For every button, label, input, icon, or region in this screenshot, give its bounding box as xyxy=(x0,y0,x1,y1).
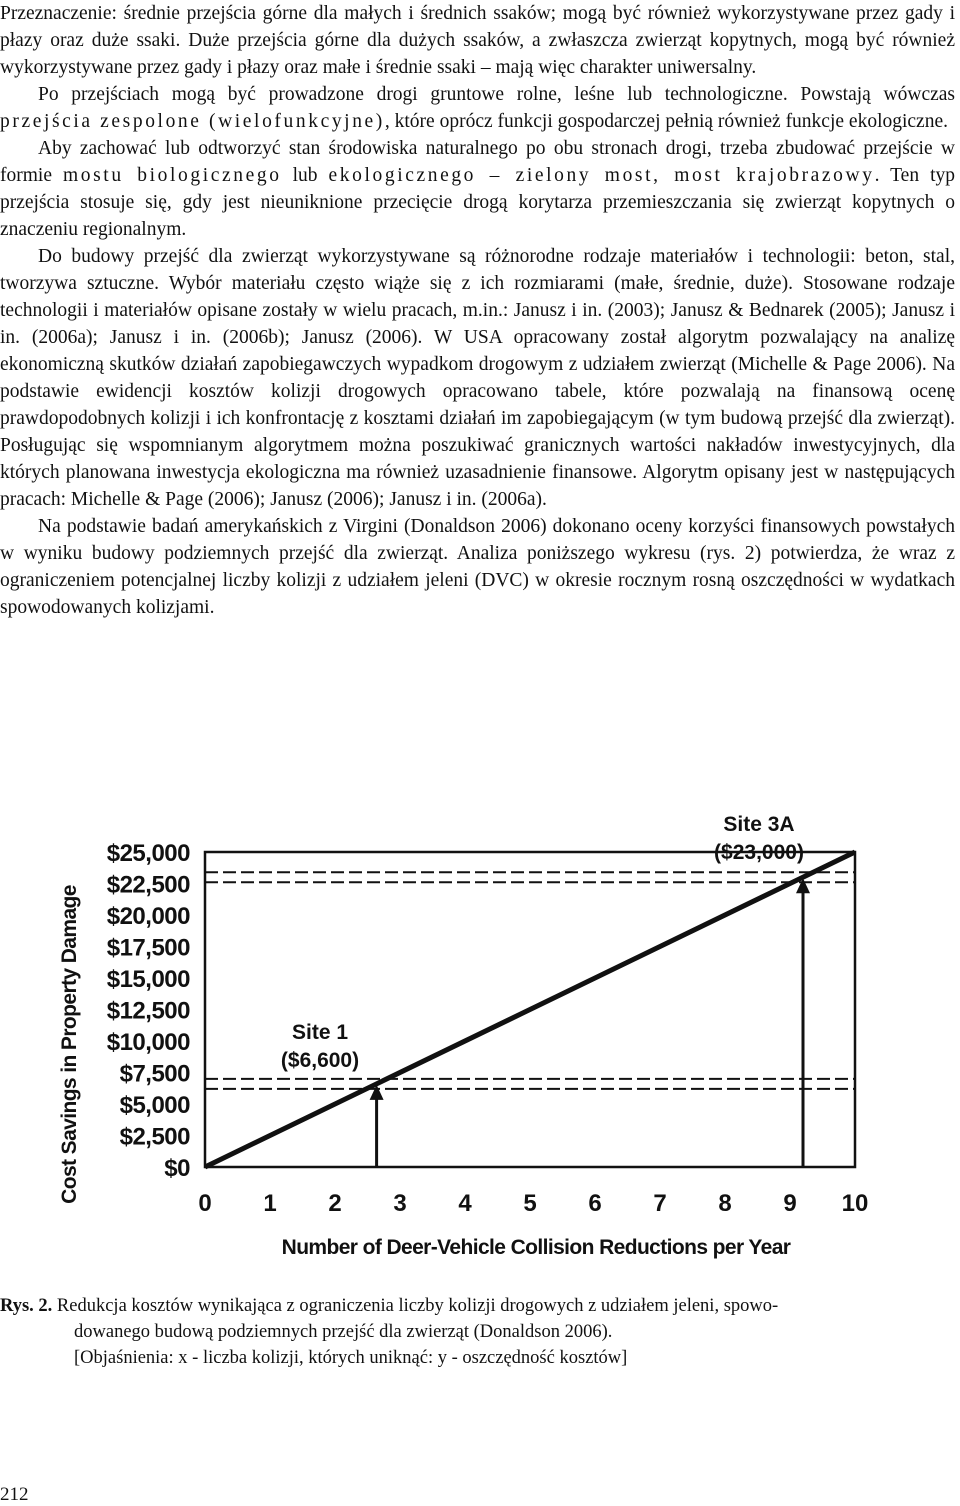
paragraph-3 xyxy=(0,135,955,243)
y-tick-label-3: $7,500 xyxy=(119,1060,190,1088)
x-tick-label-10: 10 xyxy=(841,1190,869,1217)
caption-text-3: [Objaśnienia: x - liczba kolizji, których uniknąć: y - oszczędność kosztów] xyxy=(74,1348,628,1368)
y-tick-label-2: $5,000 xyxy=(119,1092,190,1119)
caption-text-2: dowanego budową podziemnych przejść dla zwierząt (Donaldson 2006). xyxy=(74,1322,613,1342)
annotation-site-3a-value: ($23,000) xyxy=(714,841,804,864)
annotation-site-1-value: ($6,600) xyxy=(280,1049,360,1072)
caption-text-1: Redukcja kosztów wynikająca z ograniczenia liczby kolizji drogowych z udziałem jeleni, spowo- xyxy=(52,1296,779,1316)
p2-part-c: , które oprócz funkcji gospodarczej pełnią również funkcje ekologiczne. xyxy=(384,111,948,132)
cost-savings-chart xyxy=(0,796,960,1266)
x-tick-label-5: 5 xyxy=(523,1190,537,1217)
y-tick-label-8: $20,000 xyxy=(106,903,190,930)
paragraph-1: Przeznaczenie: średnie przejścia górne dla małych i średnich ssaków; mogą być również wykorzystywane przez gady i płazy oraz duże ssaki. Duże przejścia górne dla dużych ssaków, a zwłaszcza zwierząt kopytnych, mogą być również wykorzystywane przez gady i płazy oraz małe i średnie ssaki – mają więc charakter uniwersalny. xyxy=(0,3,955,78)
term-przejscia-zespolone: przejścia zespolone (wielofunkcyjne) xyxy=(0,111,385,132)
term-most-biologiczny: mostu biologicznego xyxy=(63,165,282,186)
paragraph-5: Na podstawie badań amerykańskich z Virgini (Donaldson 2006) dokonano oceny korzyści finansowych powstałych w wyniku budowy podziemnych przejść dla zwierząt. Analiza poniższego wykresu (rys. 2) potwierdza, że wraz z ograniczeniem potencjalnej liczby kolizji z udziałem jeleni (DVC) w okresie rocznym rosną oszczędności w wydatkach spowodowanych kolizjami. xyxy=(0,516,955,618)
p2-part-a: Po przejściach mogą być prowadzone drogi gruntowe rolne, leśne lub technologiczne. Powstają wówczas xyxy=(38,84,955,105)
x-tick-label-7: 7 xyxy=(653,1190,667,1217)
x-tick-label-3: 3 xyxy=(393,1190,407,1217)
y-tick-label-0: $0 xyxy=(164,1155,190,1182)
x-tick-label-9: 9 xyxy=(783,1190,797,1217)
y-tick-label-9: $22,500 xyxy=(106,871,190,899)
y-tick-label-7: $17,500 xyxy=(106,934,190,962)
paragraph-2 xyxy=(0,81,955,135)
y-tick-label-1: $2,500 xyxy=(119,1123,190,1151)
x-tick-label-4: 4 xyxy=(458,1190,472,1217)
caption-label: Rys. 2. xyxy=(0,1296,53,1316)
x-tick-label-0: 0 xyxy=(198,1190,212,1217)
paragraph-4: Do budowy przejść dla zwierząt wykorzystywane są różnorodne rodzaje materiałów i technologii: beton, stal, tworzywa sztuczne. Wybór materiału często wiąże się z ich rozmiarami (małe, średnie, duże). Stosowane rodzaje technologii i materiałów opisane zostały w wielu pracach, m.in.: Janusz i in. (2003); Janusz & Bednarek (2005); Janusz i in. (2006a); Janusz i in. (2006b); Janusz (2006). W USA opracowany został algorytm pozwalający na analizę ekonomiczną skutków działań zapobiegawczych wypadkom drogowym z udziałem zwierząt (Michelle & Page 2006). Na podstawie ewidencji kosztów kolizji drogowych opracowano tabele, które pozwalają na finansową ocenę prawdopodobnych kolizji i ich konfrontację z kosztami działań im zapobiegającym (w tym budową przejść dla zwierząt). Posługując się wspomnianym algorytmem można poszukiwać granicznych wartości nakładów inwestycyjnych, dla których planowana inwestycja ekologiczna ma również uzasadnienie finansowe. Algorytm opisany jest w następujących pracach: Michelle & Page (2006); Janusz (2006); Janusz i in. (2006a). xyxy=(0,246,955,510)
p3-part-a: Aby zachować lub odtworzyć stan środowiska naturalnego po obu stronach drogi, trzeba zbudować przejście w formie xyxy=(0,138,955,186)
y-axis-label: Cost Savings in Property Damage xyxy=(58,885,81,1204)
page-number: 212 xyxy=(0,1484,29,1505)
term-most-ekologiczny: ekologicznego – zielony most, most krajobrazowy xyxy=(328,165,875,186)
series-line xyxy=(205,852,855,1167)
y-tick-label-6: $15,000 xyxy=(106,966,190,993)
x-tick-label-8: 8 xyxy=(718,1190,732,1217)
y-tick-label-4: $10,000 xyxy=(106,1029,190,1056)
x-tick-label-1: 1 xyxy=(263,1190,277,1217)
p3-part-c: lub xyxy=(281,165,329,186)
annotation-site-1-label: Site 1 xyxy=(291,1021,349,1044)
figure-caption xyxy=(0,1293,955,1371)
p3-part-e: . Ten typ przejścia stosuje się, gdy jest nieuniknione przecięcie drogą korytarza przemieszczania się zwierząt kopytnych o znaczeniu regionalnym. xyxy=(0,165,956,240)
x-tick-label-2: 2 xyxy=(328,1190,342,1217)
annotation-site-3a-label: Site 3A xyxy=(723,813,795,836)
x-tick-label-6: 6 xyxy=(588,1190,602,1217)
y-tick-label-5: $12,500 xyxy=(106,997,190,1025)
x-axis-label: Number of Deer-Vehicle Collision Reductions per Year xyxy=(281,1236,791,1259)
y-tick-label-10: $25,000 xyxy=(106,840,190,867)
body-text xyxy=(0,0,955,621)
